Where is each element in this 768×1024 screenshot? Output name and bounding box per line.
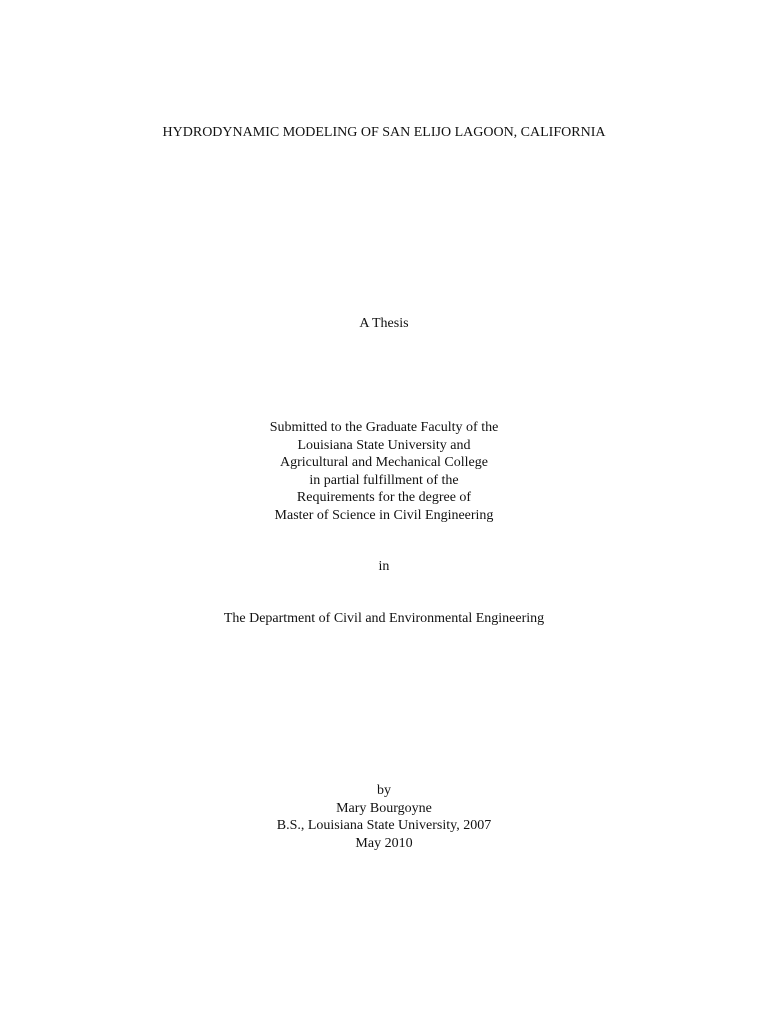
submission-line: Agricultural and Mechanical College xyxy=(280,455,488,470)
author-name: Mary Bourgoyne xyxy=(336,800,432,816)
submission-date: May 2010 xyxy=(355,835,413,851)
prior-degree: B.S., Louisiana State University, 2007 xyxy=(276,818,492,833)
submission-line: Louisiana State University and xyxy=(297,437,471,453)
submission-line: Requirements for the degree of xyxy=(296,490,472,505)
thesis-title: HYDRODYNAMIC MODELING OF SAN ELIJO LAGOON, CALIFORNIA xyxy=(162,125,606,140)
in-word: in xyxy=(378,559,390,574)
submission-line: Submitted to the Graduate Faculty of the xyxy=(269,420,499,435)
document-type: A Thesis xyxy=(359,316,409,331)
author-block xyxy=(0,782,768,852)
department: The Department of Civil and Environmental Engineering xyxy=(223,611,545,626)
submission-statement xyxy=(0,419,768,524)
submission-line: in partial fulfillment of the xyxy=(309,472,459,488)
submission-line: Master of Science in Civil Engineering xyxy=(274,507,494,523)
by-word: by xyxy=(377,783,391,798)
